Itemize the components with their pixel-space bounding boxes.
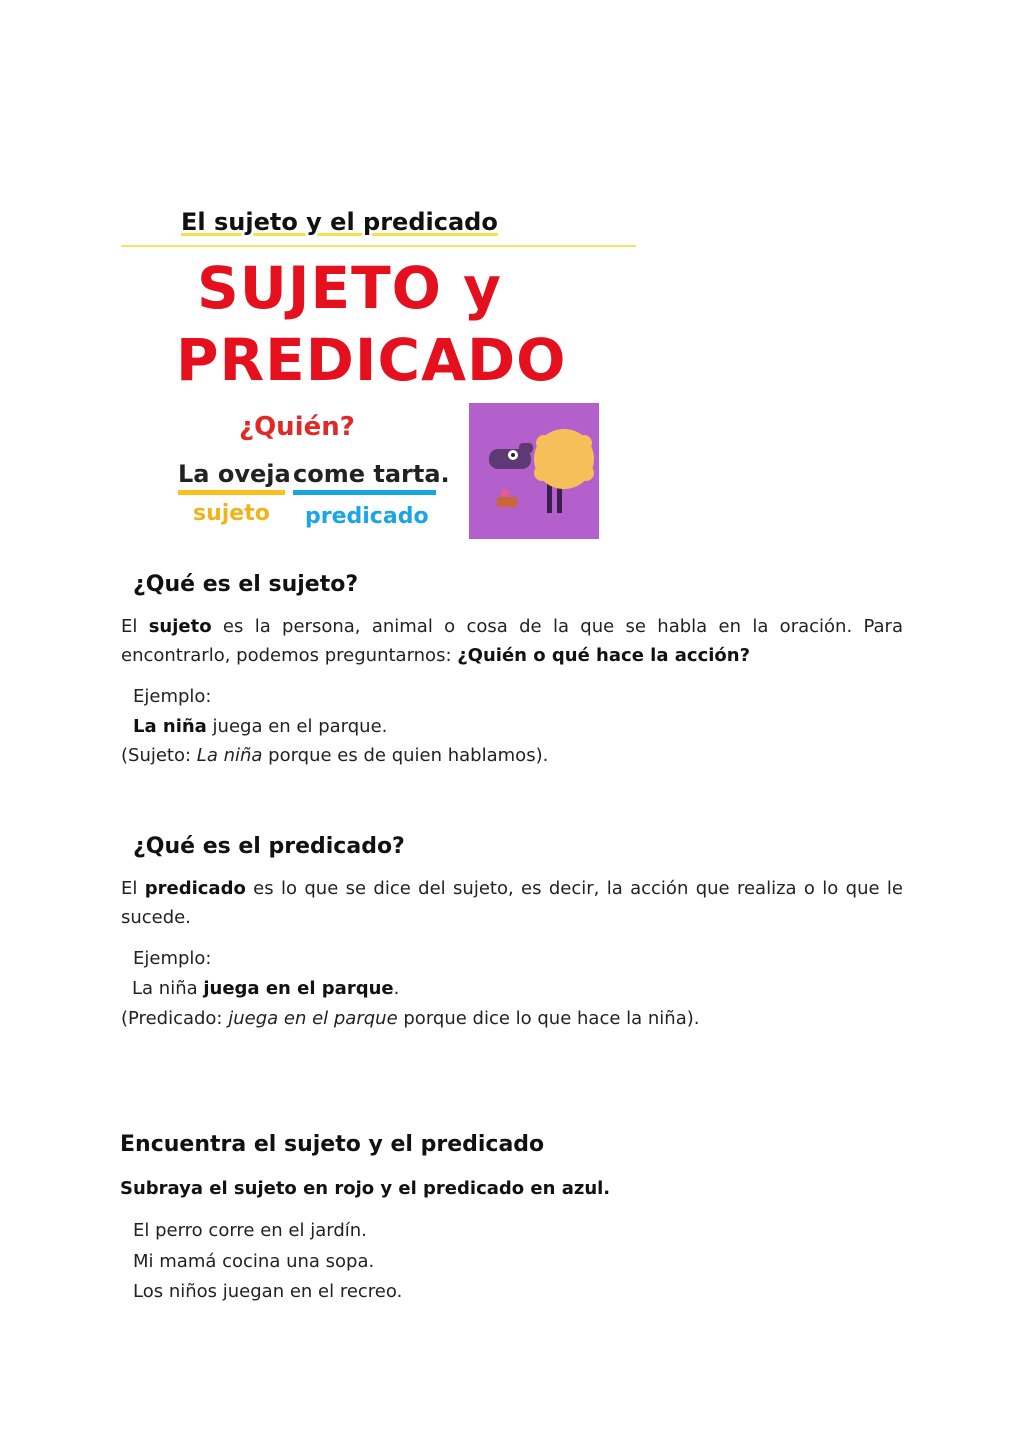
text: El [121, 878, 145, 899]
bold-text: sujeto [148, 616, 212, 637]
banner-sentence-predicate: come tarta. [293, 460, 450, 488]
title-rule [121, 245, 636, 247]
italic-text: juega en el parque [228, 1008, 398, 1029]
subject-definition [121, 612, 903, 670]
banner-line2: PREDICADO [176, 326, 567, 394]
example-sentence [132, 978, 399, 999]
example-note [121, 1008, 700, 1029]
text: porque es de quien hablamos). [262, 745, 549, 766]
text: es lo que se dice del sujeto, es decir, la acción que realiza o lo que le sucede. [121, 878, 903, 928]
example-label: Ejemplo: [133, 686, 212, 707]
sheep-icon [469, 403, 599, 539]
example-note [121, 745, 548, 766]
text: El [121, 616, 149, 637]
text: La niña [132, 978, 204, 999]
text: es la persona, animal o cosa de la que se habla en la oración. Para encontrarlo, podemos preguntarnos: [121, 616, 903, 666]
text: porque dice lo que hace la niña). [397, 1008, 700, 1029]
heading-predicate: ¿Qué es el predicado? [133, 834, 405, 859]
exercise-sentence: Mi mamá cocina una sopa. [133, 1251, 375, 1272]
banner-image [121, 250, 636, 550]
banner-label-subject: sujeto [193, 501, 270, 526]
text: (Predicado: [121, 1008, 229, 1029]
banner-sentence-subject: La oveja [178, 460, 291, 488]
example-sentence [133, 716, 387, 737]
exercise-sentence: Los niños juegan en el recreo. [133, 1281, 403, 1302]
exercise-sentence: El perro corre en el jardín. [133, 1220, 367, 1241]
banner-label-predicate: predicado [305, 504, 429, 529]
bold-text: La niña [133, 716, 207, 737]
example-label: Ejemplo: [133, 948, 212, 969]
text: (Sujeto: [121, 745, 197, 766]
italic-text: La niña [196, 745, 263, 766]
banner-question: ¿Quién? [239, 412, 355, 442]
bold-question: ¿Quién o qué hace la acción? [457, 645, 751, 666]
page-title: El sujeto y el predicado [181, 208, 498, 236]
bold-text: juega en el parque [203, 978, 394, 999]
heading-subject: ¿Qué es el sujeto? [133, 572, 359, 597]
subject-underline [178, 490, 285, 495]
predicate-underline [293, 490, 436, 495]
exercise-instruction: Subraya el sujeto en rojo y el predicado en azul. [120, 1178, 611, 1199]
banner-line1: SUJETO y [197, 254, 502, 322]
text: juega en el parque. [206, 716, 388, 737]
predicate-definition [121, 874, 903, 932]
heading-exercise: Encuentra el sujeto y el predicado [120, 1132, 545, 1157]
text: . [393, 978, 400, 999]
sheep-illustration [469, 403, 599, 539]
bold-text: predicado [144, 878, 246, 899]
